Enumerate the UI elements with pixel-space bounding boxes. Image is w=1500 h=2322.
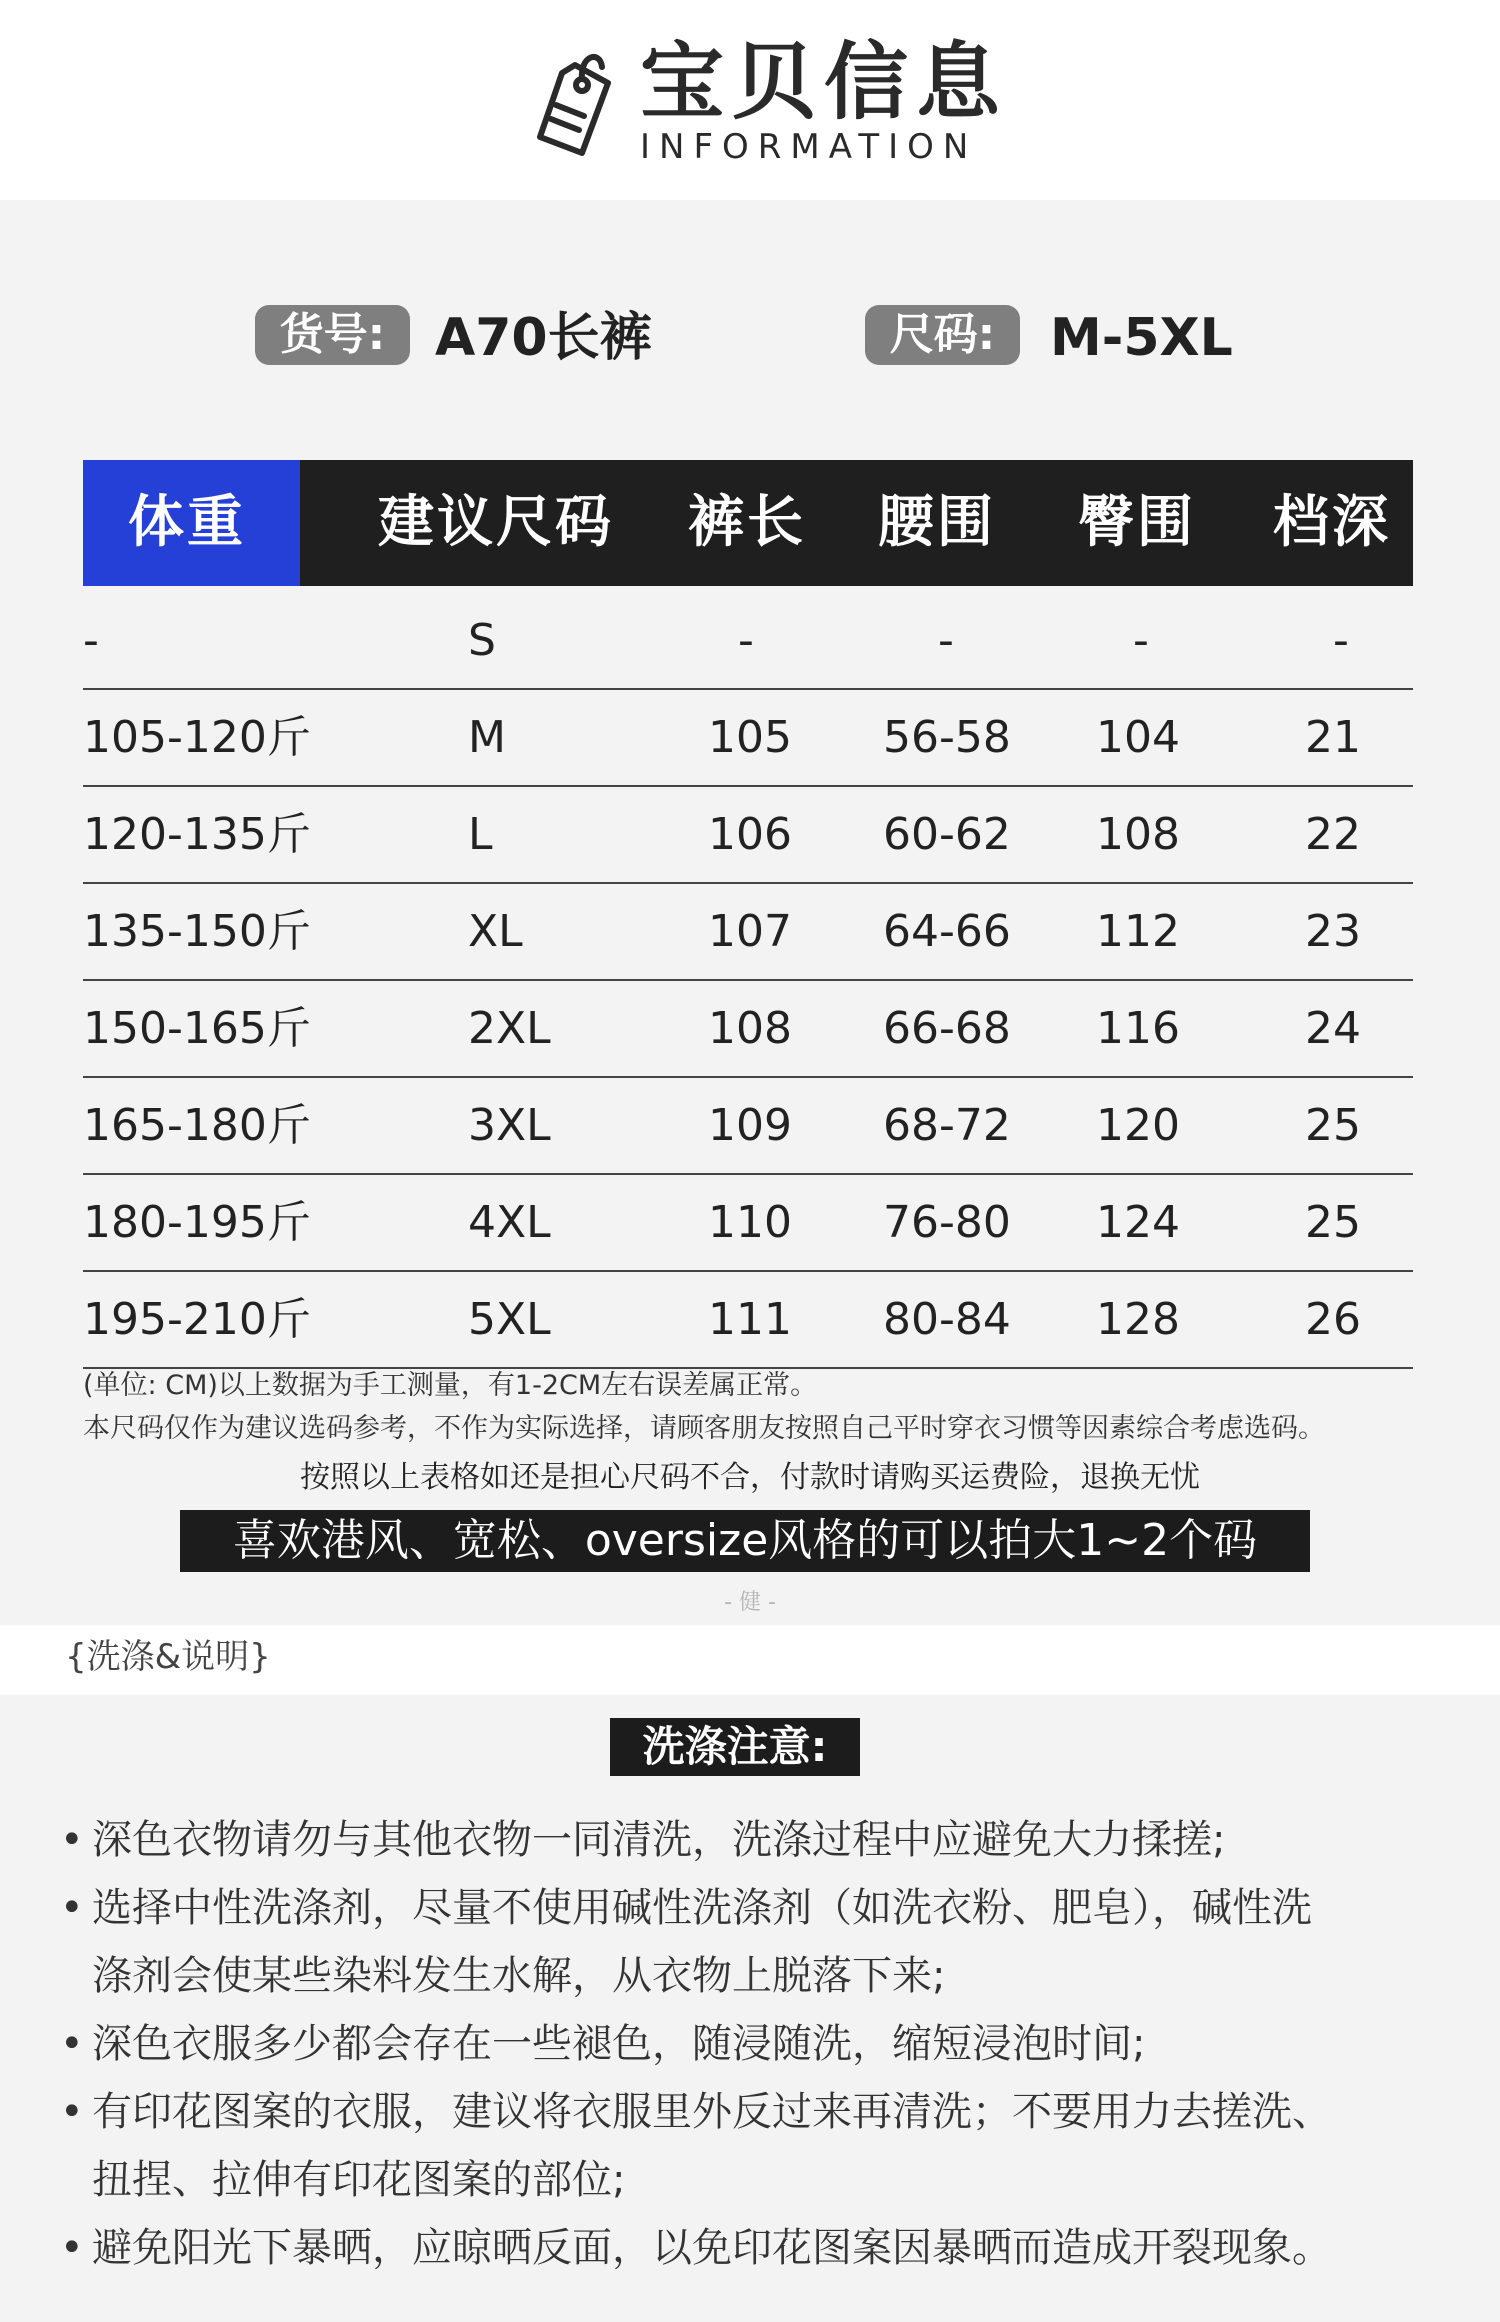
measurement-note: (单位: CM)以上数据为手工测量，有1-2CM左右误差属正常。 [83, 1370, 818, 1401]
bullet-dot: • [60, 2225, 84, 2271]
cell-waist: 68-72 [883, 1100, 1011, 1151]
cell-length: 106 [708, 809, 792, 860]
wash-bullet-text: 有印花图案的衣服，建议将衣服里外反过来再清洗；不要用力去搓洗、 [92, 2089, 1332, 2135]
cell-rise: 22 [1305, 809, 1361, 860]
size-range-value: M-5XL [1050, 308, 1233, 368]
cell-hip: 104 [1096, 712, 1180, 763]
wash-bullet-text: 深色衣服多少都会存在一些褪色，随浸随洗，缩短浸泡时间; [92, 2021, 1146, 2067]
cell-hip: 120 [1096, 1100, 1180, 1151]
cell-rise: 24 [1305, 1003, 1361, 1054]
header-hip: 臀围 [1078, 490, 1196, 555]
cell-hip: 112 [1096, 906, 1180, 957]
cell-length: 109 [708, 1100, 792, 1151]
cell-rise: 26 [1305, 1294, 1361, 1345]
cell-hip: 108 [1096, 809, 1180, 860]
cell-weight: 150-165斤 [83, 1003, 311, 1054]
cell-weight: 105-120斤 [83, 712, 311, 763]
cell-weight: 135-150斤 [83, 906, 311, 957]
table-row [83, 981, 1413, 1078]
cell-weight: 180-195斤 [83, 1197, 311, 1248]
wash-bullet-text: 深色衣物请勿与其他衣物一同清洗，洗涤过程中应避免大力揉搓; [92, 1817, 1226, 1863]
shipping-insurance-note: 按照以上表格如还是担心尺码不合，付款时请购买运费险，退换无忧 [300, 1460, 1200, 1495]
table-row [83, 593, 1413, 690]
cell-length: 111 [708, 1294, 792, 1345]
cell-weight: 120-135斤 [83, 809, 311, 860]
cell-length: - [738, 615, 754, 666]
size-range-badge: 尺码: [865, 305, 1020, 365]
cell-size: M [468, 712, 506, 763]
wash-bullet-5 [60, 2225, 1332, 2271]
table-row [83, 1272, 1413, 1369]
cell-waist: - [938, 615, 954, 666]
cell-length: 108 [708, 1003, 792, 1054]
header-suggested-size: 建议尺码 [378, 490, 614, 555]
cell-rise: 25 [1305, 1100, 1361, 1151]
cell-waist: 76-80 [883, 1197, 1011, 1248]
header-waist: 腰围 [878, 490, 996, 555]
cell-rise: 21 [1305, 712, 1361, 763]
table-row [83, 884, 1413, 981]
cell-size: XL [468, 906, 523, 957]
cell-hip: 124 [1096, 1197, 1180, 1248]
table-row [83, 1078, 1413, 1175]
oversize-tip-banner: 喜欢港风、宽松、oversize风格的可以拍大1~2个码 [180, 1510, 1310, 1572]
size-reference-note: 本尺码仅作为建议选码参考，不作为实际选择，请顾客朋友按照自己平时穿衣习惯等因素综合考虑选码。 [83, 1413, 1325, 1444]
wash-bullet-4 [60, 2089, 1332, 2135]
cell-length: 107 [708, 906, 792, 957]
cell-hip: - [1133, 615, 1149, 666]
bullet-dot: • [60, 1885, 84, 1931]
table-row [83, 690, 1413, 787]
cell-rise: 23 [1305, 906, 1361, 957]
price-tag-icon [520, 45, 620, 165]
cell-hip: 128 [1096, 1294, 1180, 1345]
cell-waist: 66-68 [883, 1003, 1011, 1054]
table-row [83, 1175, 1413, 1272]
wash-bullet-4-continued: 扭捏、拉伸有印花图案的部位; [92, 2157, 626, 2203]
cell-rise: - [1333, 615, 1349, 666]
cell-waist: 64-66 [883, 906, 1011, 957]
size-table-header [83, 460, 1413, 586]
bullet-dot: • [60, 2021, 84, 2067]
page-title: 宝贝信息 [640, 33, 1009, 131]
page-header [0, 0, 1500, 200]
table-row [83, 787, 1413, 884]
wash-section-label: {洗涤&说明} [65, 1637, 271, 1677]
cell-weight: 165-180斤 [83, 1100, 311, 1151]
cell-length: 105 [708, 712, 792, 763]
wash-title: 洗涤注意: [610, 1718, 860, 1776]
item-number-value: A70长裤 [435, 308, 652, 368]
cell-length: 110 [708, 1197, 792, 1248]
cell-waist: 80-84 [883, 1294, 1011, 1345]
cell-hip: 116 [1096, 1003, 1180, 1054]
cell-waist: 56-58 [883, 712, 1011, 763]
page-subtitle: INFORMATION [640, 127, 978, 167]
cell-size: L [468, 809, 493, 860]
cell-size: S [468, 615, 496, 666]
cell-weight: 195-210斤 [83, 1294, 311, 1345]
wash-bullet-1 [60, 1817, 1226, 1863]
header-rise: 档深 [1273, 490, 1391, 555]
cell-waist: 60-62 [883, 809, 1011, 860]
bullet-dot: • [60, 1817, 84, 1863]
bullet-dot: • [60, 2089, 84, 2135]
cell-size: 5XL [468, 1294, 551, 1345]
cell-size: 3XL [468, 1100, 551, 1151]
wash-bullet-text: 选择中性洗涤剂，尽量不使用碱性洗涤剂（如洗衣粉、肥皂），碱性洗 [92, 1885, 1312, 1931]
item-number-badge: 货号: [255, 305, 410, 365]
wash-bullet-2 [60, 1885, 1312, 1931]
wash-bullet-text: 避免阳光下暴晒，应晾晒反面，以免印花图案因暴晒而造成开裂现象。 [92, 2225, 1332, 2271]
header-weight: 体重 [128, 490, 246, 555]
wash-bullet-3 [60, 2021, 1146, 2067]
wash-bullet-2-continued: 涤剂会使某些染料发生水解，从衣物上脱落下来; [92, 1953, 946, 1999]
cell-weight: - [83, 615, 99, 666]
section-divider-text: - 健 - [724, 1590, 776, 1615]
cell-size: 2XL [468, 1003, 551, 1054]
cell-size: 4XL [468, 1197, 551, 1248]
cell-rise: 25 [1305, 1197, 1361, 1248]
header-pants-length: 裤长 [688, 490, 806, 555]
